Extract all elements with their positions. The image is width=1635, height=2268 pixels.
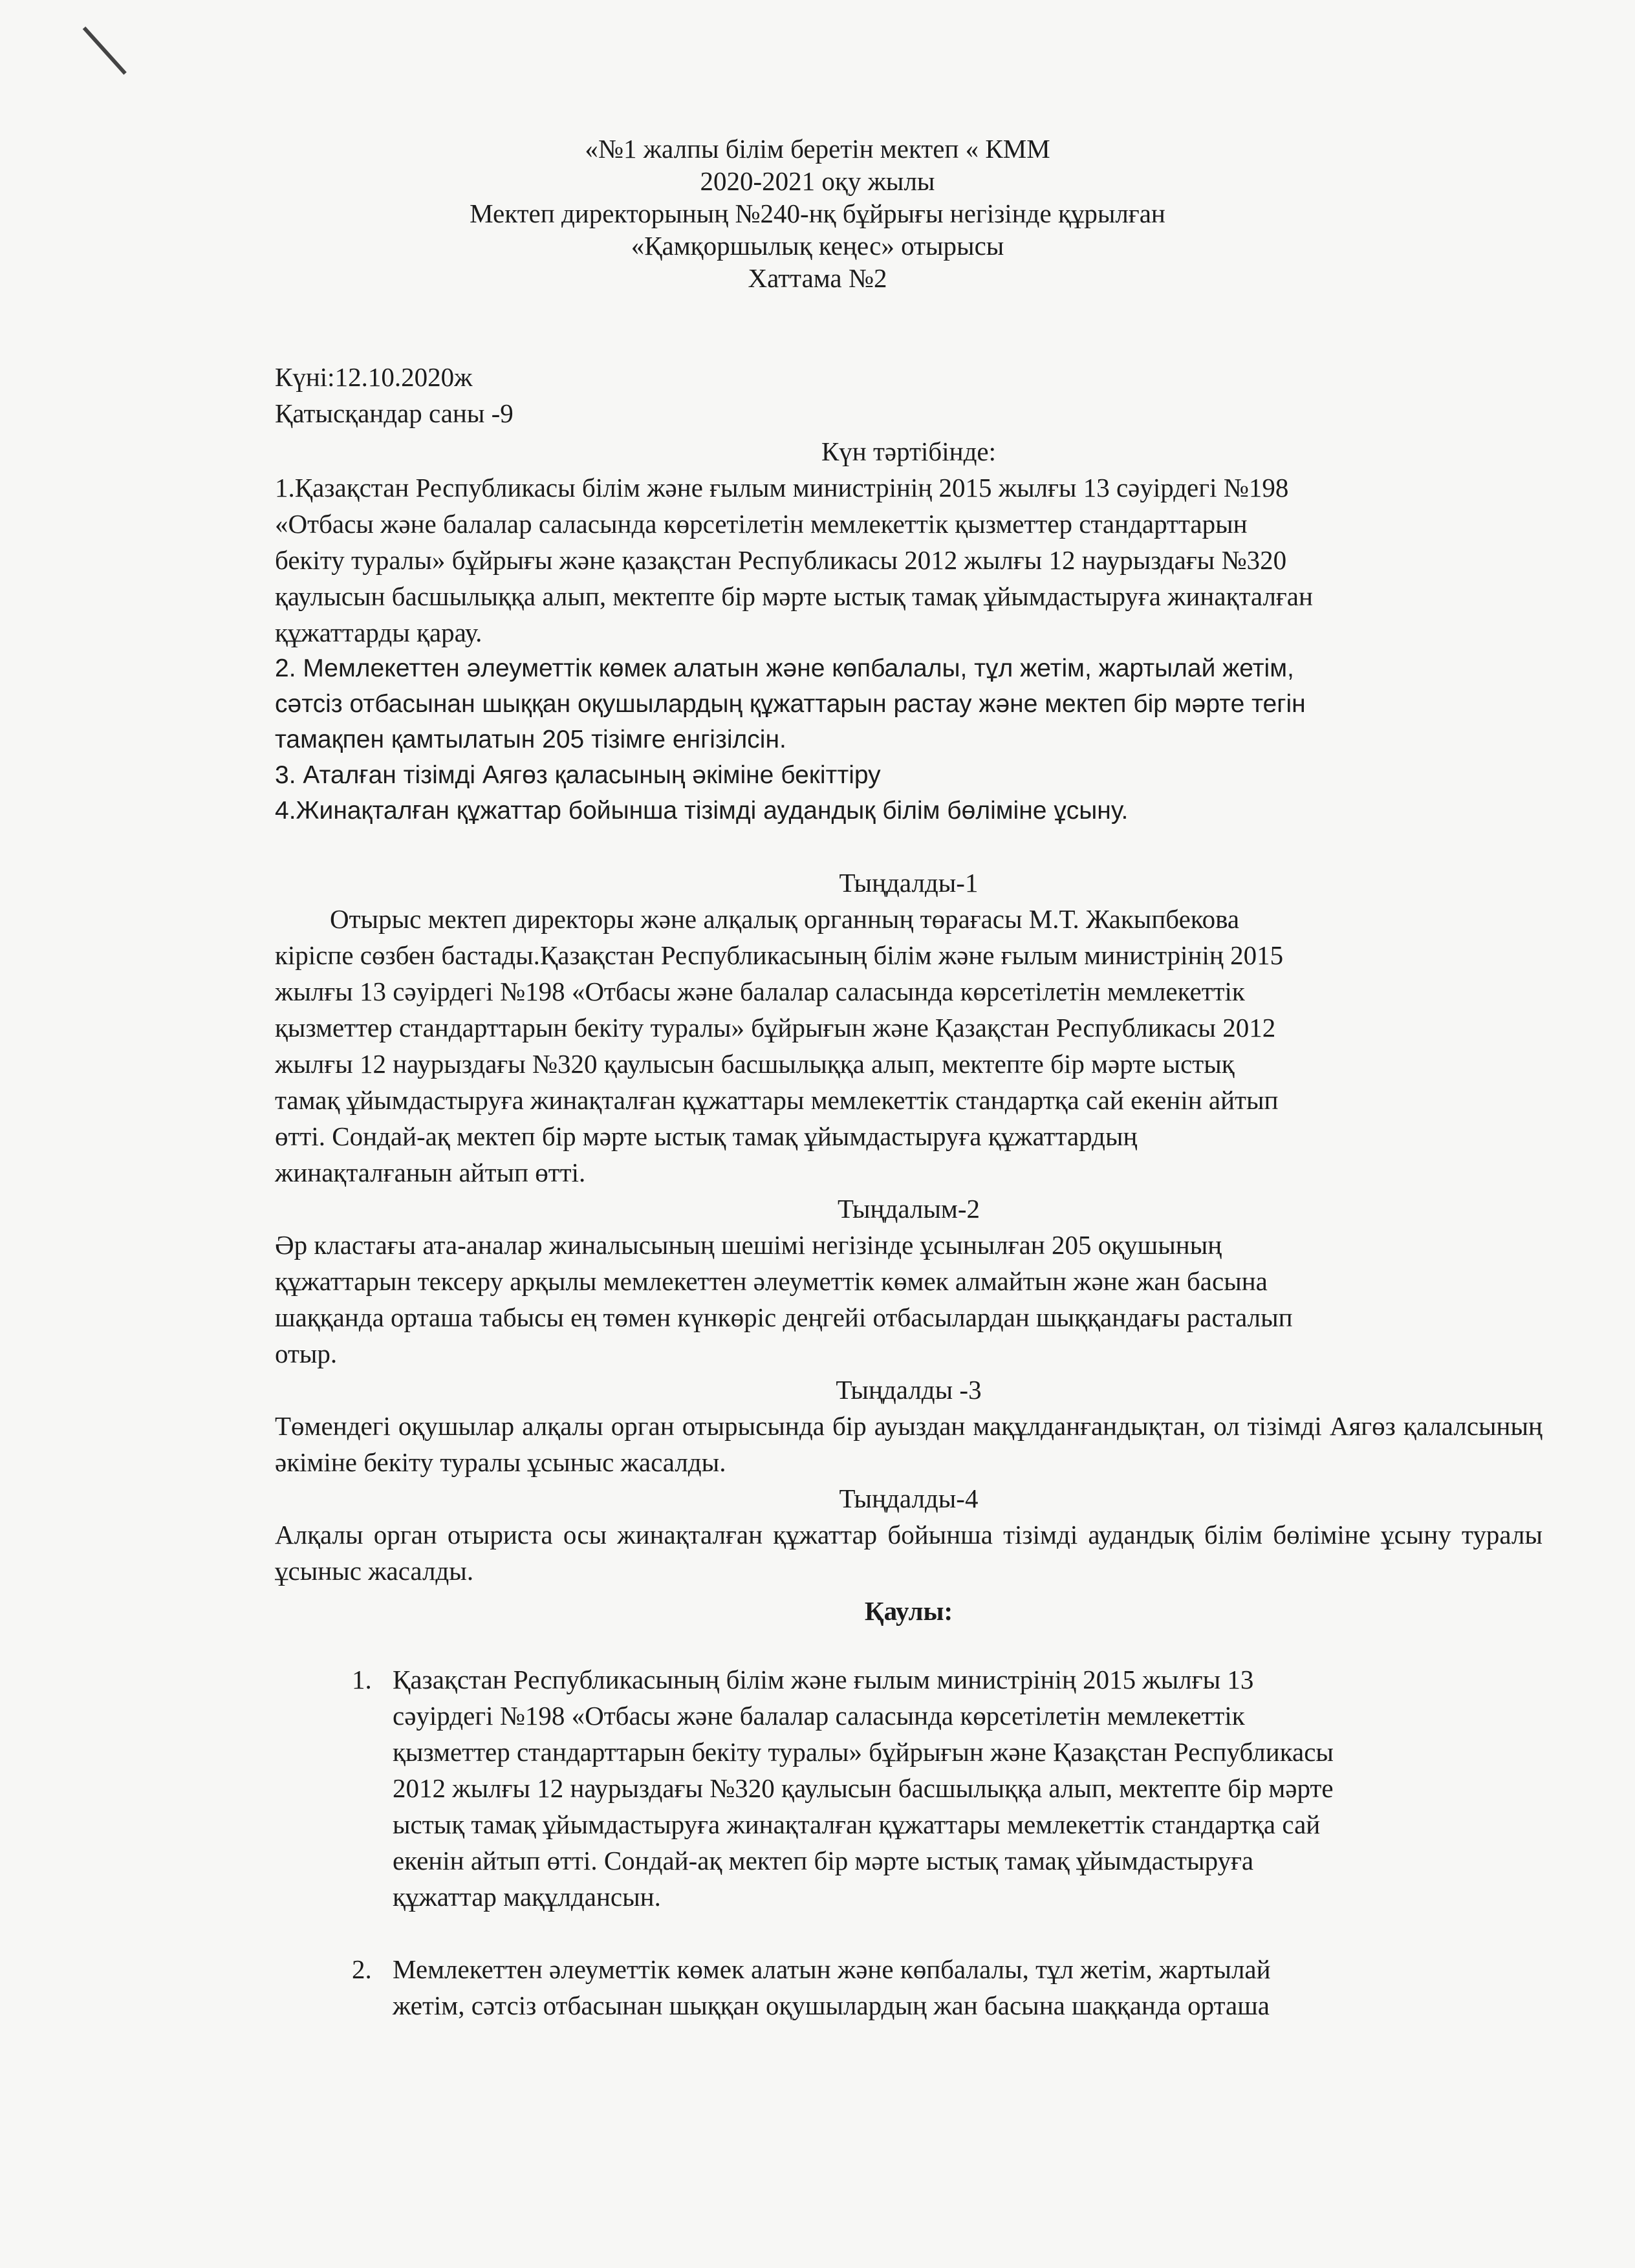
header-line-2: 2020-2021 оқу жылы (700, 166, 935, 196)
heard-3-text: Төмендегі оқушылар алқалы орган отырысында бір ауыздан мақұлданғандықтан, ол тізімді Аягөз қалалсының әкіміне бекіту туралы ұсыныс жасалды. (275, 1411, 1543, 1477)
heard-2-line: отыр. (275, 1339, 338, 1368)
heard-1-line: қызметтер стандарттарын бекіту туралы» бұйрығын және Қазақстан Республикасы 2012 (275, 1013, 1276, 1042)
agenda-title: Күн тәртібінде: (821, 437, 997, 466)
heard-4-title: Тыңдалды-4 (839, 1484, 979, 1513)
heard-2-line: құжаттарын тексеру арқылы мемлекеттен әлеуметтік көмек алмайтын және жан басына (275, 1266, 1268, 1296)
resolution-item-1-line: 2012 жылғы 12 наурыздағы №320 қаулысын басшылыққа алып, мектепте бір мәрте (393, 1773, 1334, 1803)
header-line-4: «Қамқоршылық кеңес» отырысы (631, 231, 1004, 261)
heard-1-line: өтті. Сондай-ақ мектеп бір мәрте ыстық тамақ ұйымдастыруға құжаттардың (275, 1121, 1138, 1151)
heard-3-title: Тыңдалды -3 (836, 1375, 982, 1405)
agenda-item-2-line: тамақпен қамтылатын 205 тізімге енгізілсін. (275, 726, 786, 753)
agenda-item-1-line: 1.Қазақстан Республикасы білім және ғылым министрінің 2015 жылғы 13 сәуірдегі №198 (275, 473, 1289, 502)
heard-4-text: Алқалы орган отыриста осы жинақталған құжаттар бойынша тізімді аудандық білім бөліміне ұсыну туралы ұсыныс жасалды. (275, 1520, 1543, 1586)
heard-2-line: шаққанда орташа табысы ең төмен күнкөріс деңгейі отбасылардан шыққандағы расталып (275, 1302, 1293, 1332)
agenda-item-2-line: сәтсіз отбасынан шыққан оқушылардың құжаттарын растау және мектеп бір мәрте тегін (275, 690, 1306, 718)
agenda-item-1-line: құжаттарды қарау. (275, 618, 482, 647)
resolution-title: Қаулы: (864, 1596, 953, 1626)
resolution-item-1-line: сәуірдегі №198 «Отбасы және балалар саласында көрсетілетін мемлекеттік (393, 1701, 1245, 1731)
agenda-item-1-line: «Отбасы және балалар саласында көрсетілетін мемлекеттік қызметтер стандарттарын (275, 509, 1248, 539)
header-line-3: Мектеп директорының №240-нқ бұйрығы негізінде құрылған (470, 199, 1165, 228)
meeting-meta (275, 359, 514, 431)
resolution-item-1-line: қызметтер стандарттарын бекіту туралы» бұйрығын және Қазақстан Республикасы (393, 1737, 1334, 1767)
heard-2-line: Әр кластағы ата-аналар жиналысының шешімі негізінде ұсынылған 205 оқушының (275, 1230, 1222, 1260)
agenda-item-1 (275, 470, 1543, 651)
resolution-item-1-line: құжаттар мақұлдансын. (393, 1882, 661, 1912)
heard-1-line: жинақталғанын айтып өтті. (275, 1158, 586, 1187)
document-body (275, 433, 1543, 2060)
document-header (0, 133, 1635, 294)
resolution-item-1-line: 1. Қазақстан Республикасының білім және ғылым министрінің 2015 жылғы 13 (393, 1665, 1254, 1694)
resolution-item-1-line: ыстық тамақ ұйымдастыруға жинақталған құжаттары мемлекеттік стандартқа сай (393, 1809, 1321, 1839)
heard-1-line: Отырыс мектеп директоры және алқалық органның төрағасы М.Т. Жакыпбекова (330, 904, 1240, 934)
heard-2-text (275, 1227, 1543, 1372)
header-line-5: Хаттама №2 (748, 263, 887, 293)
heard-1-line: жылғы 12 наурыздағы №320 қаулысын басшылыққа алып, мектепте бір мәрте ыстық (275, 1049, 1235, 1079)
heard-2-title: Тыңдалым-2 (837, 1194, 980, 1224)
resolution-item-2-line: 2. Мемлекеттен әлеуметтік көмек алатын және көпбалалы, тұл жетім, жартылай (393, 1954, 1271, 1984)
heard-1-text (275, 901, 1543, 1191)
agenda-item-3: 3. Аталған тізімді Аягөз қаласының әкіміне бекіттіру (275, 761, 881, 789)
header-line-1: «№1 жалпы білім беретін мектеп « КММ (585, 134, 1050, 164)
resolution-item-2 (378, 1951, 1543, 2024)
resolution-item-2-line: жетім, сәтсіз отбасынан шыққан оқушылардың жан басына шаққанда орташа (393, 1991, 1270, 2020)
resolution-item-1-line: екенін айтып өтті. Сондай-ақ мектеп бір мәрте ыстық тамақ ұйымдастыруға (393, 1846, 1254, 1875)
agenda-item-1-line: бекіту туралы» бұйрығы және қазақстан Республикасы 2012 жылғы 12 наурыздағы №320 (275, 545, 1287, 575)
attendee-count: Қатысқандар саны -9 (275, 398, 514, 428)
resolution-list (275, 1661, 1543, 2024)
heard-1-line: кіріспе сөзбен бастады.Қазақстан Республикасының білім және ғылым министрінің 2015 (275, 940, 1284, 970)
meeting-date: Күні:12.10.2020ж (275, 362, 473, 392)
heard-1-line: тамақ ұйымдастыруға жинақталған құжаттары мемлекеттік стандартқа сай екенін айтып (275, 1085, 1279, 1115)
agenda-item-4: 4.Жинақталған құжаттар бойынша тізімді аудандық білім бөліміне ұсыну. (275, 797, 1129, 825)
heard-1-line: жылғы 13 сәуірдегі №198 «Отбасы және балалар саласында көрсетілетін мемлекеттік (275, 977, 1245, 1006)
agenda-item-1-line: қаулысын басшылыққа алып, мектепте бір мәрте ыстық тамақ ұйымдастыруға жинақталған (275, 581, 1313, 611)
scan-mark (83, 27, 127, 75)
resolution-item-1 (378, 1661, 1543, 1915)
agenda-item-2-line: 2. Мемлекеттен әлеуметтік көмек алатын және көпбалалы, тұл жетім, жартылай жетім, (275, 654, 1294, 682)
heard-1-title: Тыңдалды-1 (839, 868, 979, 898)
agenda-item-2 (275, 651, 1543, 828)
